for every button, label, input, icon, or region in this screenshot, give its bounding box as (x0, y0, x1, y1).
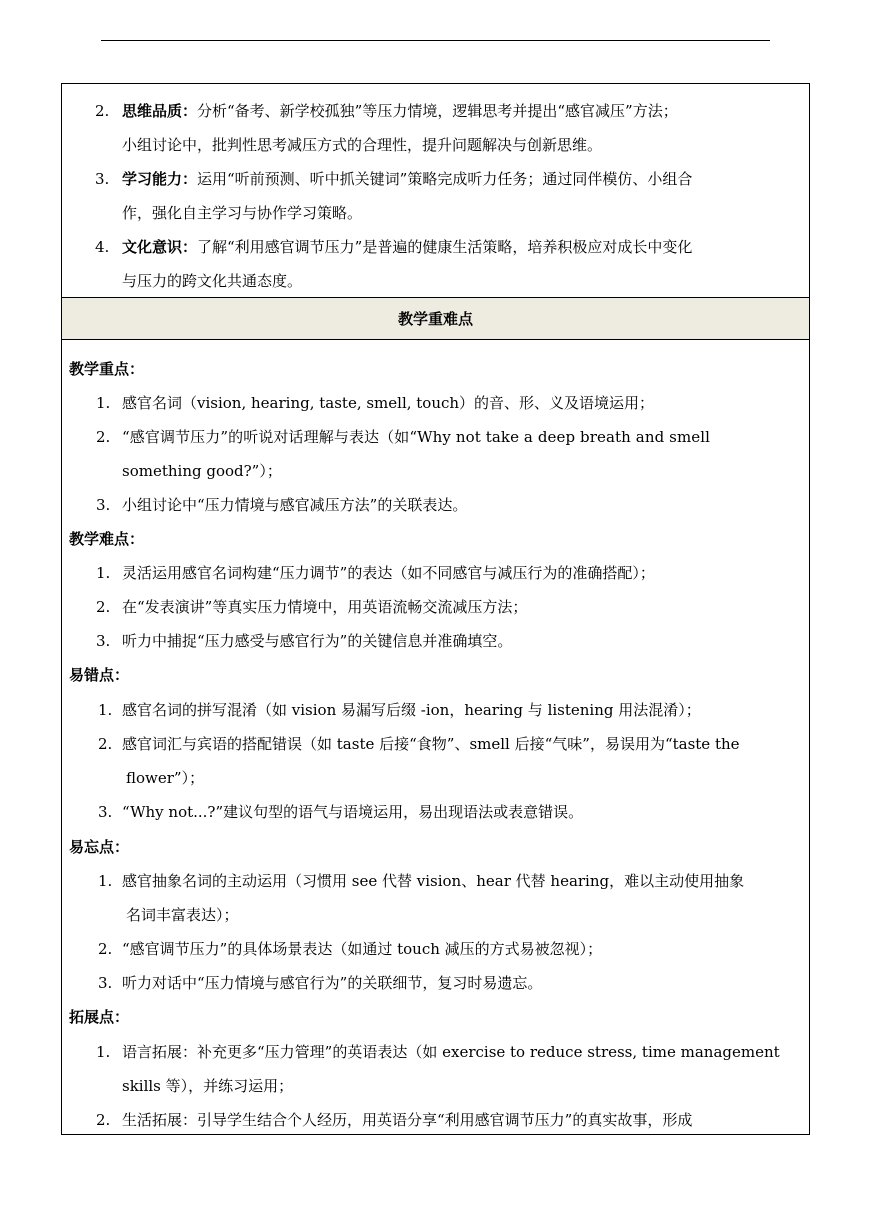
objective-line: 作，强化自主学习与协作学习策略。 (122, 204, 363, 222)
objective-title: 学习能力： (122, 170, 198, 188)
item-number: 2. (98, 940, 113, 958)
section-heading-row (62, 298, 809, 340)
item-line: 名词丰富表达）； (126, 906, 239, 924)
item-number: 2. (96, 428, 111, 446)
error-points-heading: 易错点： (69, 666, 130, 684)
item-line: “感官调节压力”的听说对话理解与表达（如“Why not take a deep breath and smell (122, 428, 711, 446)
objective-text: 运用“听前预测、听中抓关键词”策略完成听力任务；通过同伴模仿、小组合 (197, 170, 693, 188)
item-line: skills 等），并练习运用； (122, 1077, 294, 1095)
objective-text: 了解“利用感官调节压力”是普遍的健康生活策略，培养积极应对成长中变化 (197, 238, 693, 256)
header-rule (101, 40, 770, 41)
objectives-cell (62, 84, 809, 298)
item-number: 1. (98, 701, 113, 719)
key-points-heading: 教学重点： (69, 360, 145, 378)
item-number: 2. (96, 1111, 111, 1129)
item-number: 3. (96, 632, 111, 650)
item-number: 3. (96, 496, 111, 514)
extension-points-heading: 拓展点： (69, 1008, 130, 1026)
item-line: 灵活运用感官名词构建“压力调节”的表达（如不同感官与减压行为的准确搭配）； (122, 564, 655, 582)
objective-number: 3. (95, 170, 110, 188)
objective-line: 小组讨论中，批判性思考减压方式的合理性，提升问题解决与创新思维。 (122, 136, 603, 154)
item-line: 生活拓展：引导学生结合个人经历，用英语分享“利用感官调节压力”的真实故事，形成 (122, 1111, 693, 1129)
item-line: “感官调节压力”的具体场景表达（如通过 touch 减压的方式易被忽视）； (122, 940, 603, 958)
objective-title: 思维品质： (122, 102, 198, 120)
item-line: 在“发表演讲”等真实压力情境中，用英语流畅交流减压方法； (122, 598, 528, 616)
objective-line (122, 101, 678, 121)
item-line: 小组讨论中“压力情境与感官减压方法”的关联表达。 (122, 496, 468, 514)
item-line: 听力中捕捉“压力感受与感官行为”的关键信息并准确填空。 (122, 632, 513, 650)
item-line: 听力对话中“压力情境与感官行为”的关联细节，复习时易遗忘。 (122, 974, 543, 992)
lesson-plan-table (61, 83, 810, 1135)
item-line: 感官名词的拼写混淆（如 vision 易漏写后缀 -ion，hearing 与 listening 用法混淆）； (122, 701, 701, 719)
item-line: 语言拓展：补充更多“压力管理”的英语表达（如 exercise to reduce stress, time management (122, 1043, 780, 1061)
objective-title: 文化意识： (122, 238, 198, 256)
section-heading: 教学重难点 (397, 310, 473, 328)
objective-text: 分析“备考、新学校孤独”等压力情境，逻辑思考并提出“感官减压”方法； (197, 102, 678, 120)
objective-line (122, 169, 692, 189)
item-number: 3. (98, 974, 113, 992)
item-number: 1. (98, 872, 113, 890)
item-number: 1. (96, 1043, 111, 1061)
item-line: 感官抽象名词的主动运用（习惯用 see 代替 vision、hear 代替 hearing，难以主动使用抽象 (122, 872, 745, 890)
objective-number: 4. (95, 238, 110, 256)
item-number: 1. (96, 394, 111, 412)
item-line: 感官词汇与宾语的搭配错误（如 taste 后接“食物”、smell 后接“气味”，易误用为“taste the (122, 735, 740, 753)
forget-points-heading: 易忘点： (69, 838, 130, 856)
objective-line (122, 237, 692, 257)
difficult-points-heading: 教学难点： (69, 530, 145, 548)
item-number: 3. (98, 803, 113, 821)
item-line: something good?”）； (122, 462, 282, 480)
item-number: 2. (98, 735, 113, 753)
item-line: flower”）； (126, 769, 205, 787)
item-number: 2. (96, 598, 111, 616)
objective-number: 2. (95, 102, 110, 120)
points-cell (62, 341, 809, 1136)
item-line: 感官名词（vision, hearing, taste, smell, touch）的音、形、义及语境运用； (122, 394, 655, 412)
item-line: “Why not...?”建议句型的语气与语境运用，易出现语法或表意错误。 (122, 803, 584, 821)
objective-line: 与压力的跨文化共通态度。 (122, 272, 303, 290)
item-number: 1. (96, 564, 111, 582)
